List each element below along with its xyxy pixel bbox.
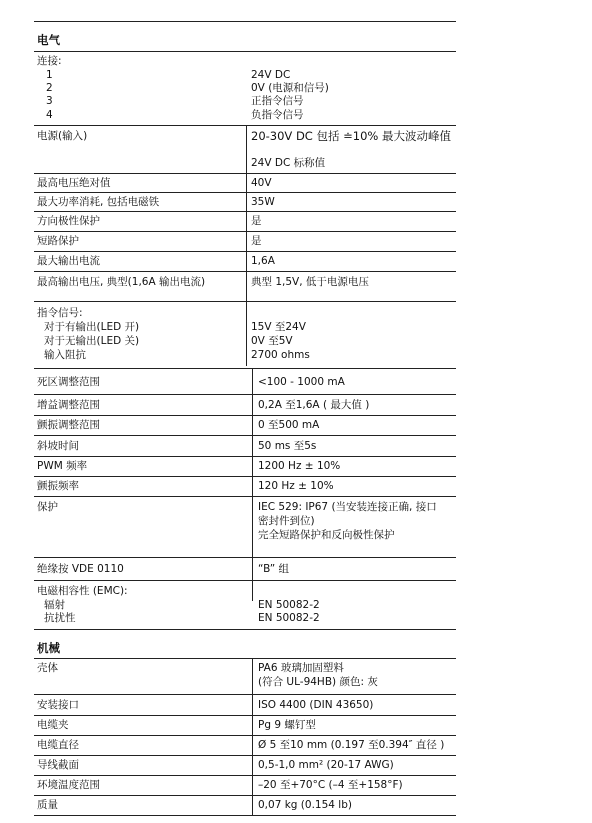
conn-pin-2: 2: [46, 82, 53, 94]
divider: [34, 415, 456, 416]
divider: [34, 192, 456, 193]
short-circuit-value: 是: [251, 235, 262, 247]
gain-value: 0,2A 至1,6A ( 最大值 ): [258, 399, 370, 411]
power-input-range: 20-30V DC 包括 ≐10% 最大波动峰值: [251, 129, 451, 143]
command-signal-label: 指令信号:: [37, 307, 83, 319]
divider: [34, 735, 456, 736]
emc-immunity-label: 抗扰性: [44, 612, 76, 624]
divider: [34, 301, 456, 302]
housing-label: 壳体: [37, 662, 58, 674]
input-impedance-value: 2700 ohms: [251, 349, 310, 361]
divider: [34, 173, 456, 174]
max-power-label: 最大功率消耗, 包括电磁铁: [37, 196, 160, 208]
pwm-label: PWM 频率: [37, 460, 88, 472]
conn-value-2: 0V (电源和信号): [251, 82, 329, 94]
max-output-current-value: 1,6A: [251, 255, 275, 267]
reverse-polarity-value: 是: [251, 215, 262, 227]
divider: [34, 394, 456, 395]
insulation-value: “B” 组: [258, 563, 290, 575]
divider: [34, 775, 456, 776]
max-output-voltage-value: 典型 1,5V, 低于电源电压: [251, 276, 369, 288]
command-on-label: 对于有输出(LED 开): [44, 321, 140, 333]
protection-line-1: IEC 529: IP67 (当安装连接正确, 接口: [258, 501, 437, 513]
insulation-label: 绝缘按 VDE 0110: [37, 563, 124, 575]
mount-label: 安装接口: [37, 699, 79, 711]
divider: [34, 755, 456, 756]
mount-value: ISO 4400 (DIN 43650): [258, 699, 374, 711]
dither-freq-label: 颤振频率: [37, 480, 79, 492]
mass-value: 0,07 kg (0.154 lb): [258, 799, 352, 811]
divider: [34, 211, 456, 212]
cable-clamp-label: 电缆夹: [37, 719, 69, 731]
section-mechanical-title: 机械: [37, 641, 60, 655]
divider: [34, 580, 456, 581]
top-rule: [34, 21, 456, 22]
divider: [34, 231, 456, 232]
divider: [34, 368, 456, 369]
power-input-nominal: 24V DC 标称值: [251, 157, 326, 169]
conn-pin-4: 4: [46, 109, 53, 121]
divider: [34, 125, 456, 126]
max-output-current-label: 最大输出电流: [37, 255, 100, 267]
emc-label: 电磁相容性 (EMC):: [37, 585, 128, 597]
divider: [34, 271, 456, 272]
column-divider: [252, 658, 253, 816]
ramp-value: 50 ms 至5s: [258, 440, 317, 452]
conn-value-4: 负指令信号: [251, 109, 304, 121]
command-off-label: 对于无输出(LED 关): [44, 335, 140, 347]
cable-diameter-label: 电缆直径: [37, 739, 79, 751]
conn-pin-3: 3: [46, 95, 53, 107]
divider: [34, 496, 456, 497]
cable-diameter-value: Ø 5 至10 mm (0.197 至0.394″ 直径 ): [258, 739, 445, 751]
short-circuit-label: 短路保护: [37, 235, 79, 247]
divider: [34, 658, 456, 659]
column-divider: [246, 125, 247, 366]
connection-label: 连接:: [37, 55, 62, 67]
divider: [34, 435, 456, 436]
gain-label: 增益调整范围: [37, 399, 100, 411]
conn-value-3: 正指令信号: [251, 95, 304, 107]
dither-freq-value: 120 Hz ± 10%: [258, 480, 334, 492]
divider: [34, 476, 456, 477]
max-voltage-value: 40V: [251, 177, 272, 189]
ambient-temp-value: –20 至+70°C (–4 至+158°F): [258, 779, 403, 791]
emc-emission-value: EN 50082-2: [258, 599, 320, 611]
protection-label: 保护: [37, 501, 58, 513]
dither-adj-label: 颤振调整范围: [37, 419, 100, 431]
divider: [34, 795, 456, 796]
reverse-polarity-label: 方向极性保护: [37, 215, 100, 227]
power-input-label: 电源(输入): [37, 130, 88, 142]
divider: [34, 715, 456, 716]
wire-section-value: 0,5-1,0 mm² (20-17 AWG): [258, 759, 394, 771]
conn-value-1: 24V DC: [251, 69, 291, 81]
emc-immunity-value: EN 50082-2: [258, 612, 320, 624]
max-power-value: 35W: [251, 196, 275, 208]
protection-line-2: 密封件到位): [258, 515, 315, 527]
mass-label: 质量: [37, 799, 58, 811]
cable-clamp-value: Pg 9 螺钉型: [258, 719, 316, 731]
ramp-label: 斜坡时间: [37, 440, 79, 452]
deadband-label: 死区调整范围: [37, 376, 100, 388]
divider: [34, 456, 456, 457]
max-voltage-label: 最高电压绝对值: [37, 177, 111, 189]
pwm-value: 1200 Hz ± 10%: [258, 460, 341, 472]
divider: [34, 251, 456, 252]
housing-line-2: (符合 UL-94HB) 颜色: 灰: [258, 676, 378, 688]
divider: [34, 557, 456, 558]
divider: [34, 815, 456, 816]
command-on-value: 15V 至24V: [251, 321, 306, 333]
command-off-value: 0V 至5V: [251, 335, 293, 347]
divider: [34, 629, 456, 630]
protection-line-3: 完全短路保护和反向极性保护: [258, 529, 395, 541]
section-electrical-title: 电气: [37, 33, 60, 47]
dither-adj-value: 0 至500 mA: [258, 419, 320, 431]
divider: [34, 51, 456, 52]
input-impedance-label: 输入阻抗: [44, 349, 86, 361]
wire-section-label: 导线截面: [37, 759, 79, 771]
emc-emission-label: 辐射: [44, 599, 65, 611]
divider: [34, 694, 456, 695]
conn-pin-1: 1: [46, 69, 53, 81]
max-output-voltage-label: 最高输出电压, 典型(1,6A 输出电流): [37, 276, 206, 288]
column-divider: [252, 369, 253, 601]
deadband-value: <100 - 1000 mA: [258, 376, 345, 388]
housing-line-1: PA6 玻璃加固塑料: [258, 662, 344, 674]
ambient-temp-label: 环境温度范围: [37, 779, 100, 791]
